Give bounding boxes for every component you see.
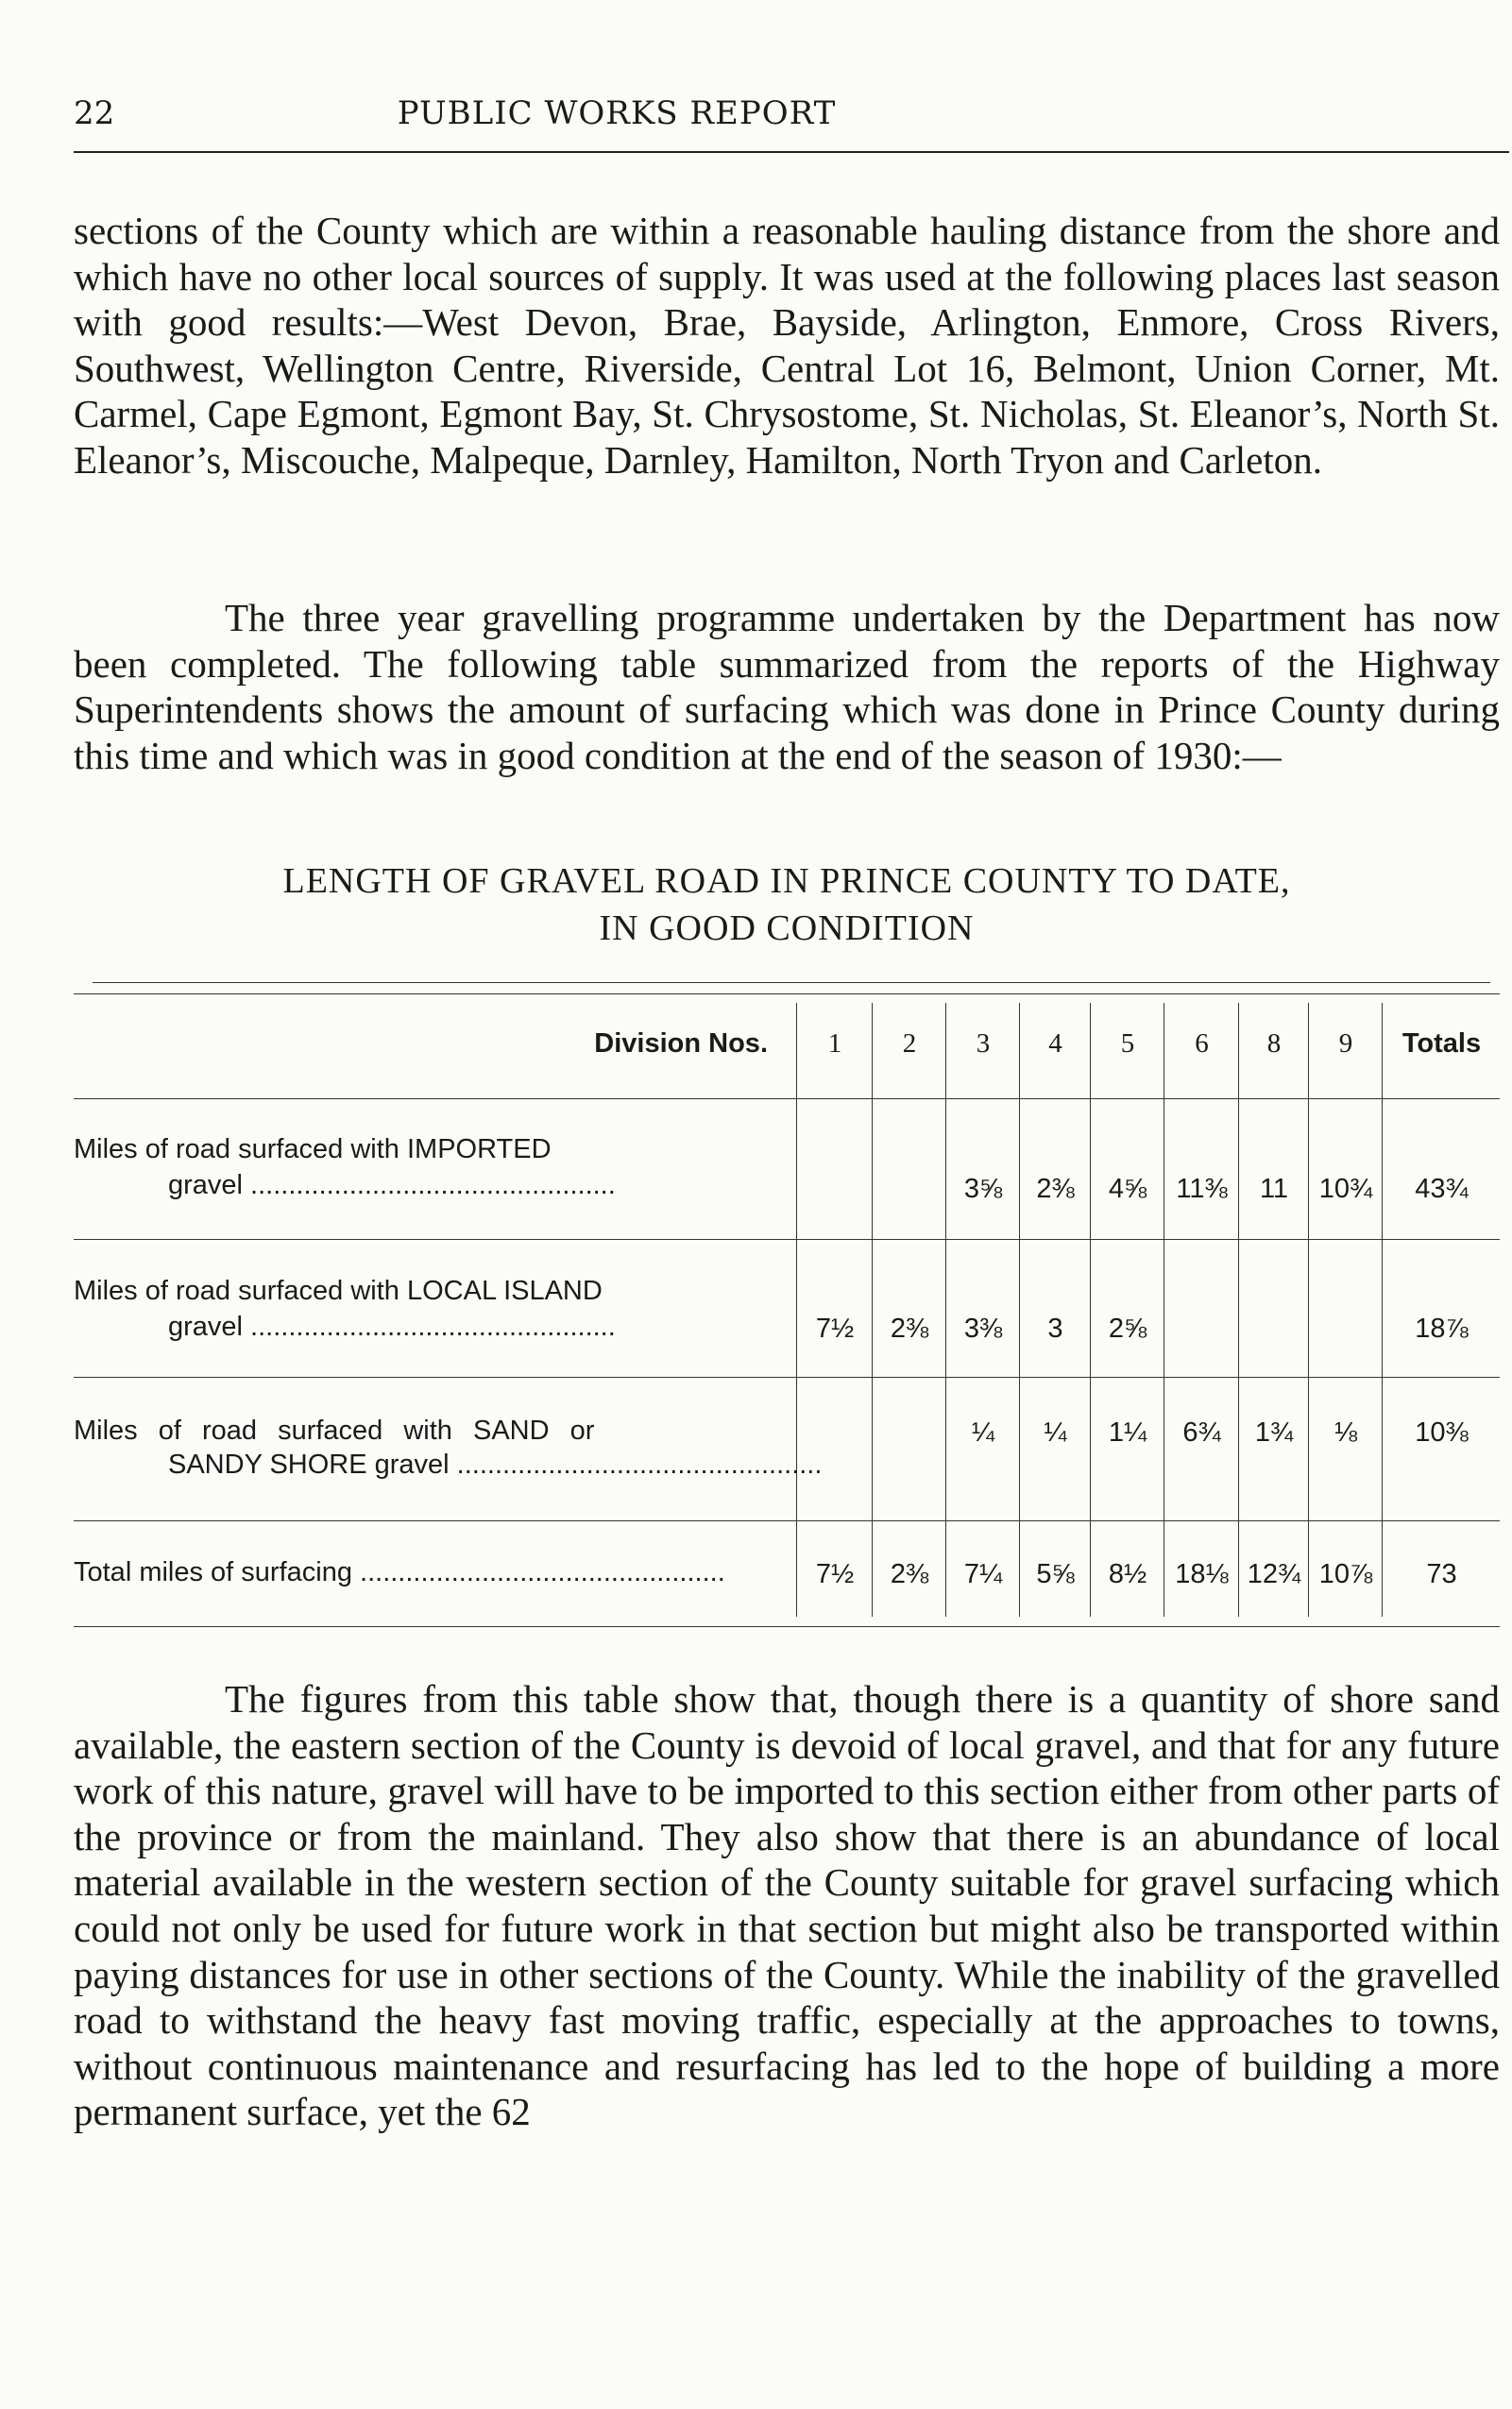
table-cell: 5⅝ — [1036, 1559, 1075, 1589]
column-header: 2 — [902, 1028, 917, 1059]
table-title — [74, 857, 1500, 952]
column-header: 8 — [1266, 1028, 1282, 1059]
row-label: Miles of road surfaced with IMPORTED — [74, 1134, 552, 1164]
column-header: 3 — [976, 1028, 991, 1059]
row-label-continued: gravel ................................................ — [168, 1170, 616, 1200]
row-label: Miles of road surfaced with SAND or — [74, 1416, 595, 1446]
row-label-continued: gravel ................................................ — [168, 1312, 616, 1342]
table-cell: 3 — [1047, 1314, 1063, 1344]
table-cell: ¼ — [971, 1417, 995, 1448]
table-cell: 10⅞ — [1318, 1559, 1373, 1589]
column-rule — [1019, 1003, 1020, 1617]
column-header: 9 — [1338, 1028, 1353, 1059]
table-cell: 6¾ — [1182, 1417, 1221, 1448]
table-cell: 3⅝ — [963, 1174, 1003, 1204]
header-rule — [74, 151, 1509, 153]
table-cell: 7½ — [815, 1559, 855, 1589]
table-top-rule — [93, 982, 1490, 983]
table-cell: 2⅜ — [890, 1559, 929, 1589]
page-number: 22 — [74, 94, 115, 132]
table-cell: 10¾ — [1318, 1174, 1373, 1204]
row-label-continued: SANDY SHORE gravel ................................................ — [168, 1450, 823, 1480]
table-cell: 1¼ — [1108, 1417, 1147, 1448]
paragraph-2: The three year gravelling programme undertaken by the Department has now been completed. The following table summarized from the reports of the Highway Superintendents shows the amount of surfacing which was done in Prince County during this time and which was in good condition at the end of the season of 1930:— — [74, 596, 1500, 777]
column-rule — [1308, 1003, 1309, 1617]
table-cell: 11⅜ — [1176, 1174, 1228, 1204]
row-label-total: Total miles of surfacing ................................................ — [74, 1557, 725, 1587]
table-cell: 7¼ — [963, 1559, 1003, 1589]
paragraph-1: sections of the County which are within a reasonable hauling distance from the shore and which have no other local sources of supply. It was used at the following places last season with good results:—West Devon, Brae, Bayside, Arlington, Enmore, Cross Rivers, Southwest, Wellington Centre, Riverside, Central Lot 16, Belmont, Union Corner, Mt. Carmel, Cape Egmont, Egmont Bay, St. Chrysostome, St. Nicholas, St. Eleanor’s, North St. Eleanor’s, Miscouche, Malpeque, Darnley, Hamilton, North Tryon and Carleton. — [74, 209, 1500, 482]
table-cell: 4⅝ — [1108, 1174, 1147, 1204]
column-rule — [796, 1003, 797, 1617]
running-title: PUBLIC WORKS REPORT — [397, 94, 837, 132]
table-cell: 12¾ — [1247, 1559, 1301, 1589]
table-title-line-1: LENGTH OF GRAVEL ROAD IN PRINCE COUNTY TO DATE, — [282, 861, 1291, 901]
table-cell: ¼ — [1044, 1417, 1067, 1448]
table-cell-total: 10⅜ — [1415, 1417, 1469, 1448]
header-label: Division Nos. — [594, 1028, 768, 1059]
row-label: Miles of road surfaced with LOCAL ISLAND — [74, 1276, 603, 1306]
table-title-line-2: IN GOOD CONDITION — [599, 908, 975, 948]
column-header: 6 — [1195, 1028, 1209, 1059]
table-cell-total: 73 — [1426, 1559, 1457, 1589]
row-1-bottom-rule — [74, 1239, 1500, 1240]
table-cell: ⅛ — [1334, 1417, 1358, 1448]
table-cell-total: 43¾ — [1415, 1174, 1469, 1204]
column-header: 4 — [1048, 1028, 1062, 1059]
running-head — [74, 94, 1509, 136]
table-cell: 2⅜ — [1036, 1174, 1075, 1204]
table-cell: 18⅛ — [1175, 1559, 1229, 1589]
column-header: 5 — [1120, 1028, 1135, 1059]
column-rule — [1238, 1003, 1239, 1617]
table-cell: 2⅜ — [890, 1314, 929, 1344]
table-top-rule-2 — [74, 993, 1500, 994]
column-rule — [872, 1003, 873, 1617]
column-header: 1 — [827, 1028, 842, 1059]
table-cell: 1¾ — [1254, 1417, 1294, 1448]
table-cell-total: 18⅞ — [1415, 1314, 1469, 1344]
table-bottom-rule — [74, 1626, 1500, 1627]
row-3-bottom-rule — [74, 1520, 1500, 1521]
column-rule — [1090, 1003, 1091, 1617]
table-cell: 11 — [1259, 1174, 1289, 1204]
table-cell: 8½ — [1108, 1559, 1147, 1589]
table-cell: 2⅝ — [1108, 1314, 1147, 1344]
column-rule — [1382, 1003, 1383, 1617]
header-bottom-rule — [74, 1098, 1500, 1099]
table-cell: 7½ — [815, 1314, 855, 1344]
column-rule — [945, 1003, 946, 1617]
column-header-totals: Totals — [1402, 1028, 1482, 1059]
row-2-bottom-rule — [74, 1377, 1500, 1378]
paragraph-3: The figures from this table show that, though there is a quantity of shore sand available, the eastern section of the County is devoid of local gravel, and that for any future work of this nature, gravel will have to be imported to this section either from other parts of the province or from the mainland. They also show that there is an abundance of local material available in the western section of the County suitable for gravel surfacing which could not only be used for future work in that section but might also be transported within paying distances for use in other sections of the County. While the inability of the gravelled road to withstand the heavy fast moving traffic, especially at the approaches to towns, without continuous maintenance and resurfacing has led to the hope of building a more permanent surface, yet the 62 — [74, 1677, 1500, 2134]
table-cell: 3⅜ — [963, 1314, 1003, 1344]
